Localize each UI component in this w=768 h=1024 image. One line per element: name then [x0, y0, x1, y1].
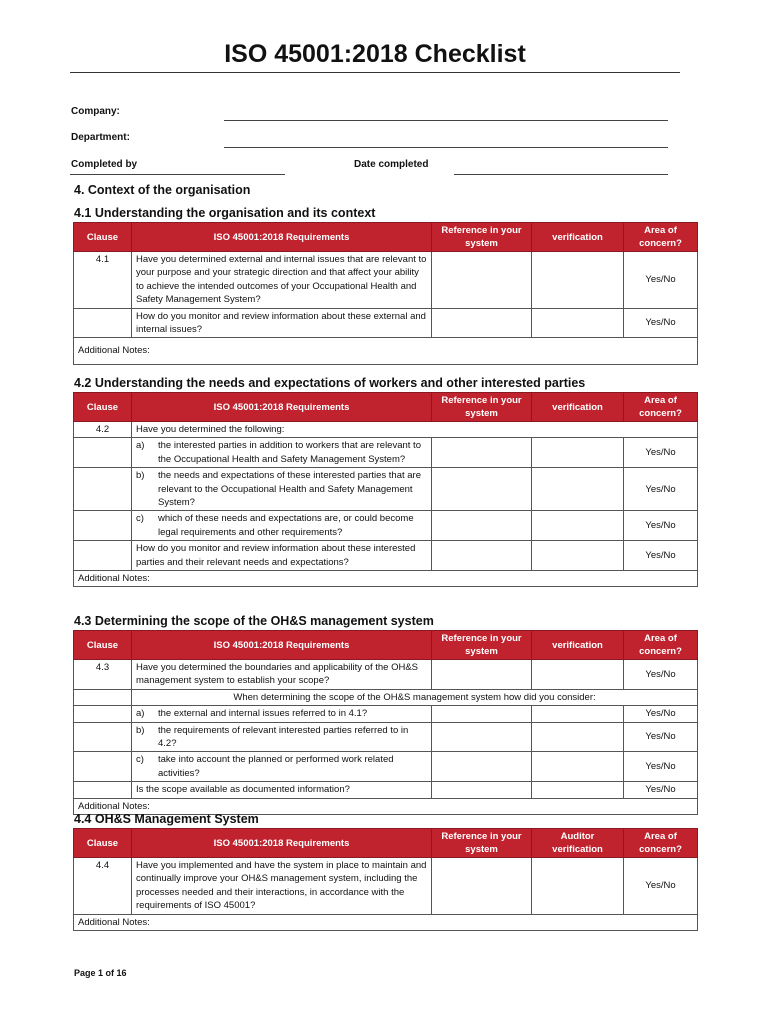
- requirement-item: [132, 438, 432, 468]
- concern-yes-no[interactable]: Yes/No: [624, 858, 698, 915]
- requirement-item: [132, 706, 432, 722]
- clause-number: 4.1: [74, 252, 132, 309]
- table-row: [74, 468, 698, 511]
- reference-cell[interactable]: [432, 722, 532, 752]
- verification-cell[interactable]: [532, 782, 624, 798]
- table-row: [74, 706, 698, 722]
- item-letter: a): [136, 708, 145, 720]
- page-title: ISO 45001:2018 Checklist: [224, 40, 526, 68]
- reference-header: Reference in your system: [432, 829, 532, 858]
- item-text: which of these needs and expectations are, or could become legal requirements and other requirements?: [158, 513, 414, 538]
- clause-header: Clause: [74, 631, 132, 660]
- reference-cell[interactable]: [432, 511, 532, 541]
- additional-notes[interactable]: Additional Notes:: [74, 338, 698, 364]
- verification-cell[interactable]: [532, 706, 624, 722]
- clause-cell: [74, 689, 132, 705]
- verification-cell[interactable]: [532, 438, 624, 468]
- item-letter: b): [136, 724, 145, 736]
- table-row: [74, 438, 698, 468]
- table-row: [74, 541, 698, 571]
- clause-cell: [74, 541, 132, 571]
- notes-row: [74, 571, 698, 587]
- requirement-item: [132, 468, 432, 511]
- concern-header: Area of concern?: [624, 393, 698, 422]
- reference-header: Reference in your system: [432, 631, 532, 660]
- item-text: the requirements of relevant interested parties referred to in 4.2?: [158, 724, 409, 750]
- requirement-text: Have you determined external and internal issues that are relevant to your purpose and your strategic direction and that affect your ability to achieve the intended outcomes of your Occupational Health and Safety Management System?: [132, 252, 432, 309]
- concern-yes-no[interactable]: Yes/No: [624, 722, 698, 752]
- verification-cell[interactable]: [532, 660, 624, 690]
- verification-cell[interactable]: [532, 752, 624, 782]
- verification-cell[interactable]: [532, 468, 624, 511]
- item-text: the interested parties in addition to workers that are relevant to the Occupational Health and Safety Management System?: [158, 440, 421, 465]
- completed-by-field[interactable]: [70, 174, 285, 175]
- concern-yes-no[interactable]: Yes/No: [624, 541, 698, 571]
- concern-header: Area of concern?: [624, 223, 698, 252]
- additional-notes[interactable]: Additional Notes:: [74, 571, 698, 587]
- completed-by-label: Completed by: [71, 159, 138, 170]
- requirement-item: [132, 752, 432, 782]
- verification-header: verification: [532, 393, 624, 422]
- clause-number: 4.4: [74, 858, 132, 915]
- requirement-text: How do you monitor and review information about these external and internal issues?: [132, 308, 432, 338]
- company-label: Company:: [71, 106, 120, 117]
- reference-header: Reference in your system: [432, 393, 532, 422]
- clause-cell: [74, 511, 132, 541]
- clause-cell: [74, 752, 132, 782]
- requirement-text: How do you monitor and review information about these interested parties and their relevant needs and expectations?: [132, 541, 432, 571]
- requirement-intro: Have you determined the following:: [132, 422, 698, 438]
- table-row: [74, 858, 698, 915]
- verification-header: verification: [532, 223, 624, 252]
- reference-cell[interactable]: [432, 782, 532, 798]
- date-completed-field[interactable]: [454, 174, 668, 175]
- verification-cell[interactable]: [532, 722, 624, 752]
- requirements-header: ISO 45001:2018 Requirements: [132, 829, 432, 858]
- verification-cell[interactable]: [532, 252, 624, 309]
- reference-cell[interactable]: [432, 252, 532, 309]
- concern-yes-no[interactable]: Yes/No: [624, 706, 698, 722]
- item-text: take into account the planned or performed work related activities?: [158, 754, 394, 779]
- requirement-text: Have you implemented and have the system in place to maintain and continually improve your OH&S management system, including the processes needed and their interactions, in accordance with the requirements of ISO 45001?: [132, 858, 432, 915]
- table-row: [74, 422, 698, 438]
- requirement-item: [132, 722, 432, 752]
- concern-yes-no[interactable]: Yes/No: [624, 468, 698, 511]
- notes-row: [74, 338, 698, 364]
- clause-header: Clause: [74, 829, 132, 858]
- item-text: the needs and expectations of these interested parties that are relevant to the Occupational Health and Safety Management System?: [158, 470, 422, 509]
- clause-cell: [74, 722, 132, 752]
- requirement-item: [132, 511, 432, 541]
- item-letter: b): [136, 470, 145, 482]
- clause-header: Clause: [74, 223, 132, 252]
- checklist-table-4-2: [73, 392, 698, 587]
- additional-notes[interactable]: Additional Notes:: [74, 914, 698, 930]
- department-label: Department:: [71, 132, 130, 143]
- table-header: [74, 223, 698, 252]
- reference-cell[interactable]: [432, 660, 532, 690]
- clause-header: Clause: [74, 393, 132, 422]
- verification-cell[interactable]: [532, 511, 624, 541]
- reference-cell[interactable]: [432, 468, 532, 511]
- requirement-text: Have you determined the boundaries and applicability of the OH&S management system to establish your scope?: [132, 660, 432, 690]
- auditor-verification-header: Auditor verification: [532, 829, 624, 858]
- notes-row: [74, 914, 698, 930]
- table-row: [74, 782, 698, 798]
- title-divider: [70, 72, 680, 73]
- item-letter: c): [136, 513, 144, 525]
- item-letter: c): [136, 754, 144, 766]
- clause-cell: [74, 706, 132, 722]
- item-letter: a): [136, 440, 145, 452]
- concern-header: Area of concern?: [624, 829, 698, 858]
- reference-cell[interactable]: [432, 858, 532, 915]
- table-header: [74, 829, 698, 858]
- table-row: [74, 308, 698, 338]
- reference-cell[interactable]: [432, 752, 532, 782]
- table-row: [74, 722, 698, 752]
- concern-yes-no[interactable]: Yes/No: [624, 438, 698, 468]
- consider-prompt: When determining the scope of the OH&S management system how did you consider:: [132, 689, 698, 705]
- concern-yes-no[interactable]: Yes/No: [624, 511, 698, 541]
- section-4-4-heading: 4.4 OH&S Management System: [74, 812, 259, 826]
- requirement-text: Is the scope available as documented information?: [132, 782, 432, 798]
- table-row: [74, 689, 698, 705]
- clause-number: 4.3: [74, 660, 132, 690]
- verification-cell[interactable]: [532, 541, 624, 571]
- table-header: [74, 393, 698, 422]
- reference-cell[interactable]: [432, 438, 532, 468]
- requirements-header: ISO 45001:2018 Requirements: [132, 631, 432, 660]
- reference-header: Reference in your system: [432, 223, 532, 252]
- table-row: [74, 660, 698, 690]
- reference-cell[interactable]: [432, 308, 532, 338]
- table-row: [74, 511, 698, 541]
- clause-number: 4.2: [74, 422, 132, 438]
- item-text: the external and internal issues referred to in 4.1?: [158, 708, 368, 720]
- clause-cell: [74, 438, 132, 468]
- concern-yes-no[interactable]: Yes/No: [624, 752, 698, 782]
- section-4-3-heading: 4.3 Determining the scope of the OH&S management system: [74, 614, 434, 628]
- clause-cell: [74, 782, 132, 798]
- additional-notes[interactable]: Additional Notes:: [74, 798, 698, 814]
- verification-cell[interactable]: [532, 308, 624, 338]
- department-field[interactable]: [224, 147, 668, 148]
- reference-cell[interactable]: [432, 541, 532, 571]
- page-number: Page 1 of 16: [74, 968, 127, 978]
- checklist-table-4-1: [73, 222, 698, 365]
- concern-yes-no[interactable]: Yes/No: [624, 660, 698, 690]
- section-heading: 4. Context of the organisation: [74, 183, 251, 197]
- table-row: [74, 252, 698, 309]
- checklist-table-4-4: [73, 828, 698, 931]
- concern-yes-no[interactable]: Yes/No: [624, 782, 698, 798]
- verification-cell[interactable]: [532, 858, 624, 915]
- section-4-2-heading: 4.2 Understanding the needs and expectations of workers and other interested parties: [74, 376, 586, 390]
- verification-header: verification: [532, 631, 624, 660]
- section-4-1-heading: 4.1 Understanding the organisation and its context: [74, 206, 376, 220]
- requirements-header: ISO 45001:2018 Requirements: [132, 393, 432, 422]
- date-completed-label: Date completed: [354, 159, 429, 170]
- clause-cell: [74, 308, 132, 338]
- clause-cell: [74, 468, 132, 511]
- concern-header: Area of concern?: [624, 631, 698, 660]
- checklist-table-4-3: [73, 630, 698, 815]
- table-row: [74, 752, 698, 782]
- company-field[interactable]: [224, 120, 668, 121]
- concern-yes-no[interactable]: Yes/No: [624, 308, 698, 338]
- concern-yes-no[interactable]: Yes/No: [624, 252, 698, 309]
- reference-cell[interactable]: [432, 706, 532, 722]
- requirements-header: ISO 45001:2018 Requirements: [132, 223, 432, 252]
- table-header: [74, 631, 698, 660]
